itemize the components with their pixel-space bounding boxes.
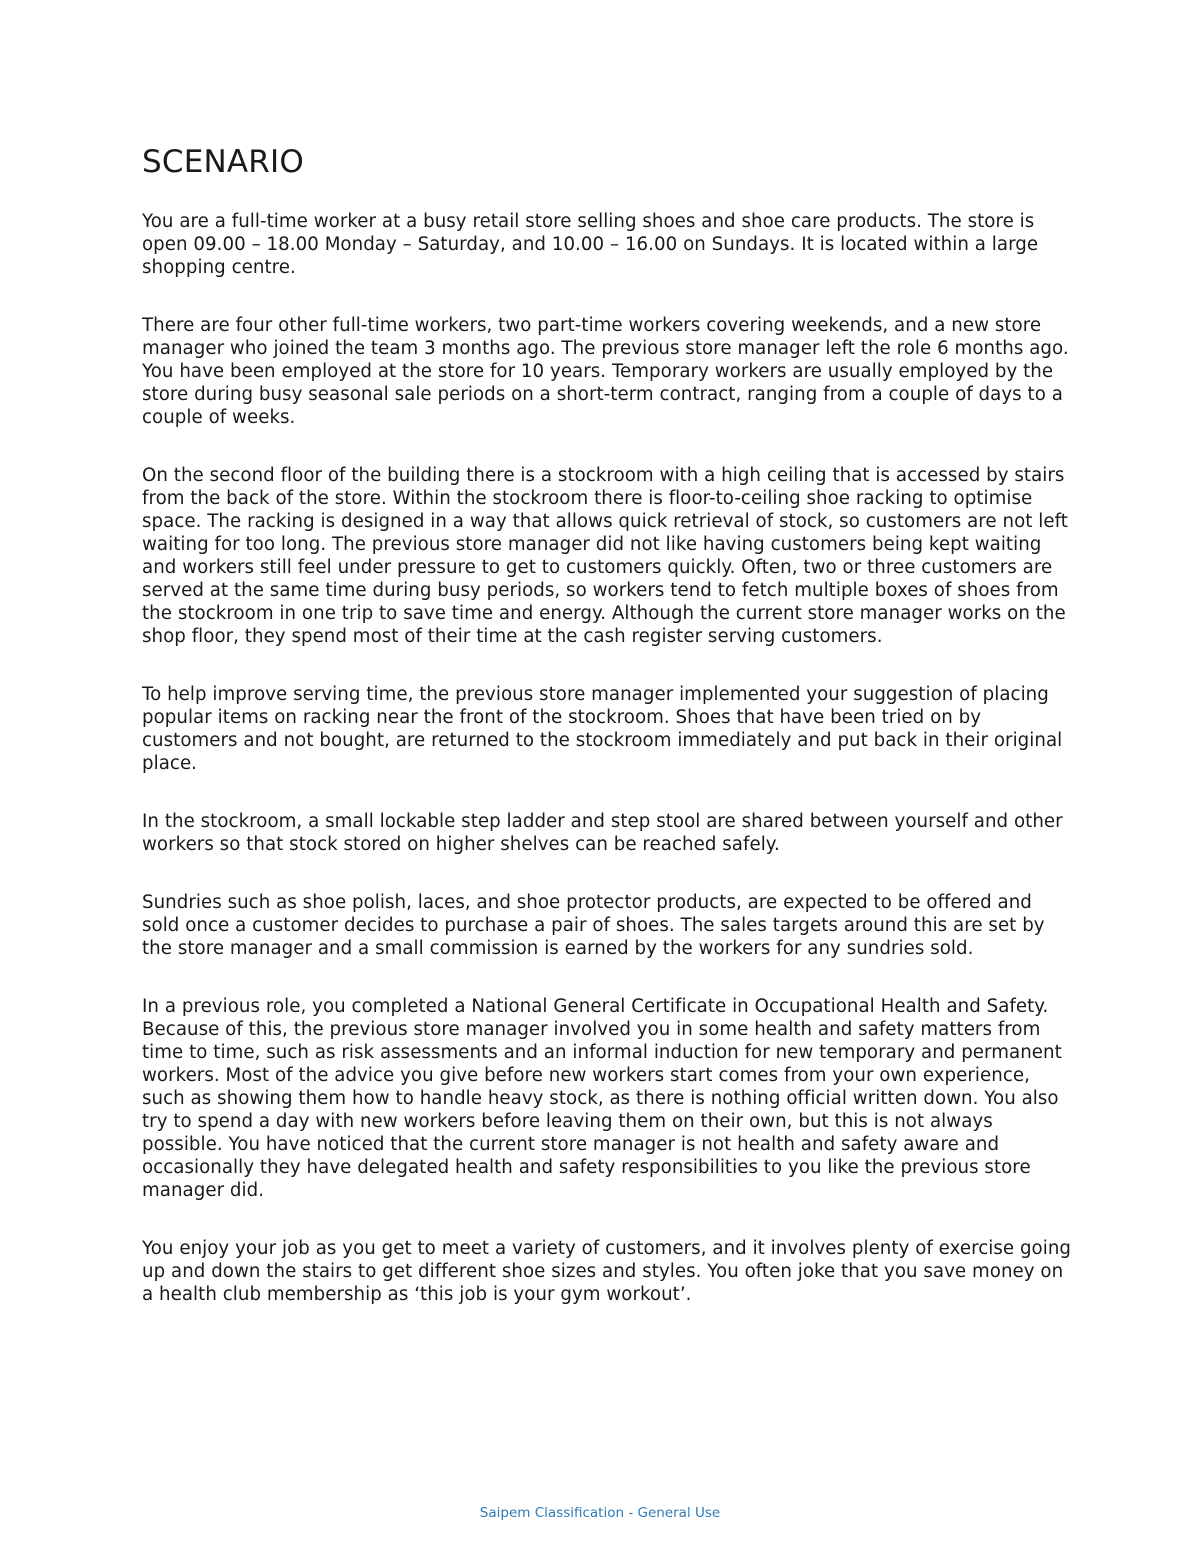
paragraph-health-safety: In a previous role, you completed a National General Certificate in Occupational Health and Safety. Because of this, the previous store manager involved you in some health and safety matters from time to time, such as risk assessments and an informal induction for new temporary and permanent workers. Most of the advice you give before new workers start comes from your own experience, such as showing them how to handle heavy stock, as there is nothing official written down. You also try to spend a day with new workers before leaving them on their own, but this is not always possible. You have noticed that the current store manager is not health and safety aware and occasionally they have delegated health and safety responsibilities to you like the previous store manager did. (142, 996, 1062, 1201)
paragraph-stockroom: On the second floor of the building there is a stockroom with a high ceiling that is accessed by stairs from the back of the store. Within the stockroom there is floor-to-ceiling shoe racking to optimise space. The racking is designed in a way that allows quick retrieval of stock, so customers are not left waiting for too long. The previous store manager did not like having customers being kept waiting and workers still feel under pressure to get to customers quickly. Often, two or three customers are served at the same time during busy periods, so workers tend to fetch multiple boxes of shoes from the stockroom in one trip to save time and energy. Although the current store manager works on the shop floor, they spend most of their time at the cash register serving customers. (142, 465, 1068, 647)
paragraph-store-overview: You are a full-time worker at a busy retail store selling shoes and shoe care products. The store is open 09.00 – 18.00 Monday – Saturday, and 10.00 – 16.00 on Sundays. It is located within a large shopping centre. (142, 211, 1039, 278)
document-title: SCENARIO (142, 144, 304, 180)
paragraph-serving-time: To help improve serving time, the previous store manager implemented your suggestion of placing popular items on racking near the front of the stockroom. Shoes that have been tried on by customers and not bought, are returned to the stockroom immediately and put back in their original place. (142, 684, 1063, 774)
paragraph-job-enjoyment: You enjoy your job as you get to meet a variety of customers, and it involves plenty of exercise going up and down the stairs to get different shoe sizes and styles. You often joke that you save money on a health club membership as ‘this job is your gym workout’. (142, 1238, 1072, 1305)
paragraph-step-ladder: In the stockroom, a small lockable step ladder and step stool are shared between yourself and other workers so that stock stored on higher shelves can be reached safely. (142, 811, 1063, 855)
paragraph-sundries: Sundries such as shoe polish, laces, and shoe protector products, are expected to be offered and sold once a customer decides to purchase a pair of shoes. The sales targets around this are set by the store manager and a small commission is earned by the workers for any sundries sold. (142, 892, 1045, 959)
classification-footer: Saipem Classification - General Use (479, 1505, 721, 1521)
document-body (142, 140, 1072, 1341)
paragraph-staffing: There are four other full-time workers, two part-time workers covering weekends, and a new store manager who joined the team 3 months ago. The previous store manager left the role 6 months ago. You have been employed at the store for 10 years. Temporary workers are usually employed by the store during busy seasonal sale periods on a short-term contract, ranging from a couple of days to a couple of weeks. (142, 315, 1069, 428)
